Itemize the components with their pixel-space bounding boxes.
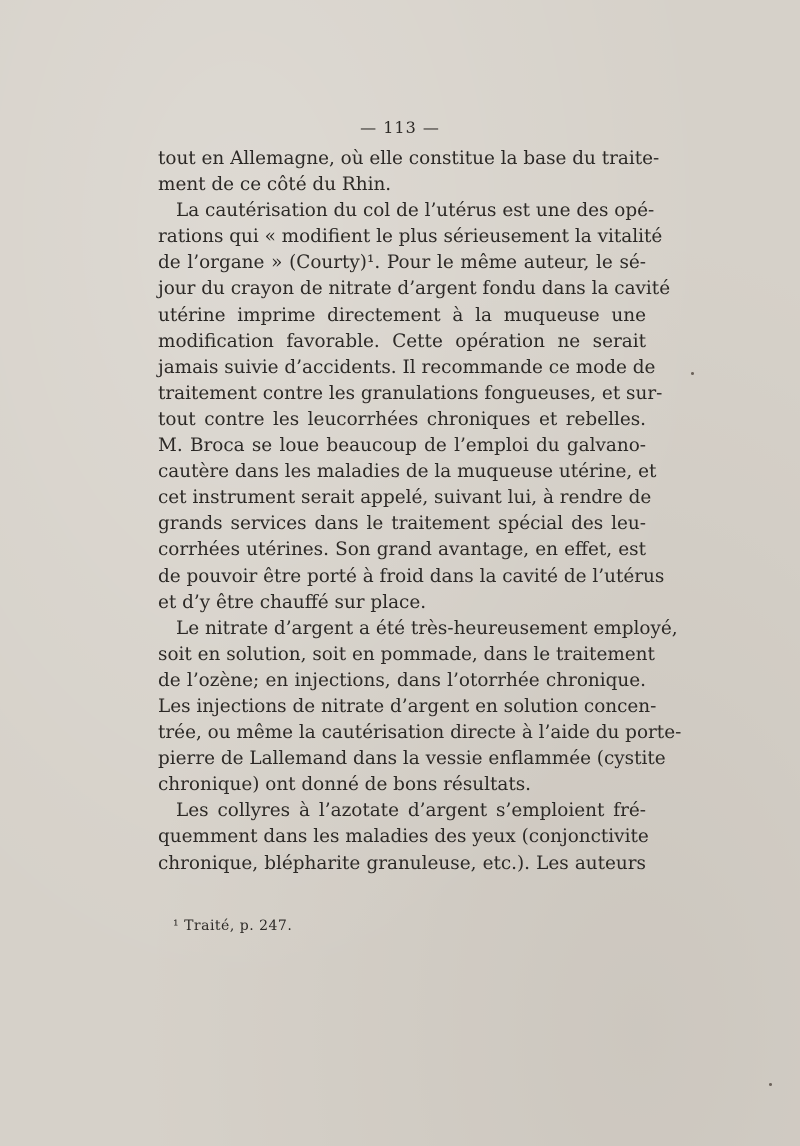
text-line: cet instrument serait appelé, suivant lui, à rendre de bbox=[158, 487, 652, 509]
text-line: et d’y être chauffé sur place. bbox=[158, 591, 427, 613]
text-line: Les collyres à l’azotate d’argent s’emploient fré- bbox=[176, 800, 646, 822]
page-number: — 113 — bbox=[360, 118, 440, 137]
text-line: tout en Allemagne, où elle constitue la base du traite- bbox=[158, 148, 660, 169]
text-line: soit en solution, soit en pommade, dans le traitement bbox=[158, 643, 655, 665]
text-line: jamais suivie d’accidents. Il recommande ce mode de bbox=[158, 356, 656, 378]
body-text bbox=[158, 146, 682, 877]
text-line: modification favorable. Cette opération ne serait bbox=[158, 330, 646, 352]
text-line: utérine imprime directement à la muqueuse une bbox=[158, 304, 646, 326]
text-line: Le nitrate d’argent a été très-heureusement employé, bbox=[176, 617, 678, 639]
text-line: de l’ozène; en injections, dans l’otorrhée chronique. bbox=[158, 669, 646, 691]
text-line: La cautérisation du col de l’utérus est une des opé- bbox=[176, 200, 655, 222]
paper-speck bbox=[769, 1083, 772, 1086]
text-line: pierre de Lallemand dans la vessie enflammée (cystite bbox=[158, 748, 666, 770]
text-line: de pouvoir être porté à froid dans la cavité de l’utérus bbox=[158, 565, 665, 587]
paper-speck bbox=[691, 372, 694, 375]
text-line: corrhées utérines. Son grand avantage, en effet, est bbox=[158, 539, 646, 561]
text-line: de l’organe » (Courty)¹. Pour le même auteur, le sé- bbox=[158, 252, 646, 274]
text-line: chronique) ont donné de bons résultats. bbox=[158, 774, 532, 796]
text-line: traitement contre les granulations fongueuses, et sur- bbox=[158, 382, 663, 404]
text-line: M. Broca se loue beaucoup de l’emploi du galvano- bbox=[158, 435, 646, 457]
text-line: quemment dans les maladies des yeux (conjonctivite bbox=[158, 826, 649, 848]
footnote: ¹ Traité, p. 247. bbox=[173, 918, 293, 934]
text-line: grands services dans le traitement spécial des leu- bbox=[158, 513, 646, 535]
text-line: Les injections de nitrate d’argent en solution concen- bbox=[158, 695, 657, 717]
text-line: ment de ce côté du Rhin. bbox=[158, 174, 392, 196]
text-line: cautère dans les maladies de la muqueuse utérine, et bbox=[158, 461, 657, 483]
text-line: tout contre les leucorrhées chroniques et rebelles. bbox=[158, 408, 646, 430]
text-line: jour du crayon de nitrate d’argent fondu dans la cavité bbox=[158, 278, 671, 300]
text-line: rations qui « modifient le plus sérieusement la vitalité bbox=[158, 226, 663, 248]
text-line: chronique, blépharite granuleuse, etc.). Les auteurs bbox=[158, 852, 646, 874]
text-line: trée, ou même la cautérisation directe à l’aide du porte- bbox=[158, 722, 682, 744]
